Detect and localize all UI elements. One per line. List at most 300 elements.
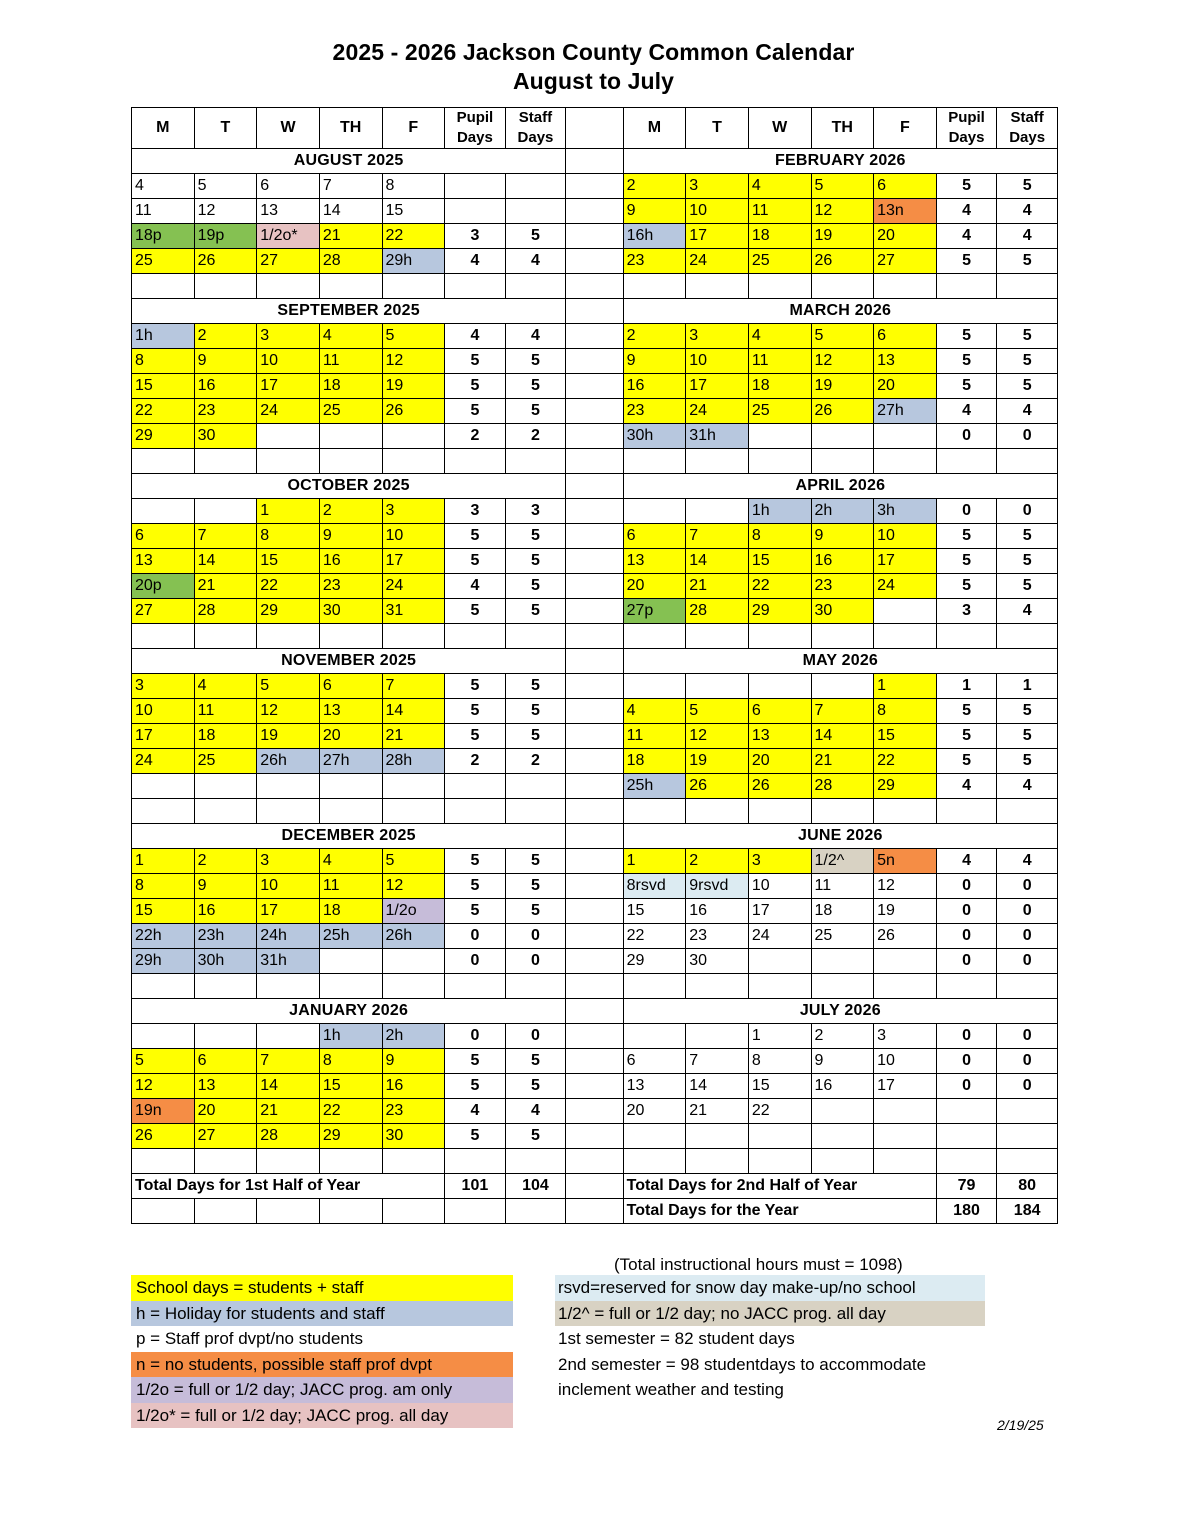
calendar-day-cell[interactable] [874, 274, 937, 299]
calendar-day-cell[interactable]: 28 [811, 774, 874, 799]
calendar-day-cell[interactable]: 24 [686, 249, 749, 274]
calendar-day-cell[interactable] [194, 974, 257, 999]
calendar-day-cell[interactable] [257, 424, 320, 449]
calendar-day-cell[interactable]: 29h [382, 249, 445, 274]
calendar-day-cell[interactable] [874, 974, 937, 999]
calendar-day-cell[interactable]: 18 [319, 899, 382, 924]
calendar-day-cell[interactable]: 20p [132, 574, 195, 599]
calendar-day-cell[interactable] [686, 1149, 749, 1174]
calendar-day-cell[interactable]: 24 [748, 924, 811, 949]
calendar-day-cell[interactable]: 1 [257, 499, 320, 524]
calendar-day-cell[interactable]: 20 [194, 1099, 257, 1124]
calendar-day-cell[interactable]: 16 [623, 374, 686, 399]
calendar-day-cell[interactable] [874, 449, 937, 474]
calendar-day-cell[interactable]: 8 [748, 524, 811, 549]
calendar-day-cell[interactable]: 10 [257, 874, 320, 899]
calendar-day-cell[interactable] [382, 1149, 445, 1174]
calendar-day-cell[interactable]: 19n [132, 1099, 195, 1124]
calendar-day-cell[interactable]: 8 [132, 874, 195, 899]
calendar-day-cell[interactable]: 7 [194, 524, 257, 549]
calendar-day-cell[interactable]: 27h [874, 399, 937, 424]
calendar-day-cell[interactable]: 16 [811, 549, 874, 574]
calendar-day-cell[interactable] [623, 274, 686, 299]
calendar-day-cell[interactable] [132, 1149, 195, 1174]
calendar-day-cell[interactable] [748, 424, 811, 449]
calendar-day-cell[interactable]: 4 [132, 174, 195, 199]
calendar-day-cell[interactable]: 8 [874, 699, 937, 724]
calendar-day-cell[interactable]: 29h [132, 949, 195, 974]
calendar-day-cell[interactable] [132, 1024, 195, 1049]
calendar-day-cell[interactable] [748, 674, 811, 699]
calendar-day-cell[interactable] [382, 799, 445, 824]
calendar-day-cell[interactable]: 27p [623, 599, 686, 624]
calendar-day-cell[interactable] [811, 1149, 874, 1174]
calendar-day-cell[interactable]: 4 [319, 849, 382, 874]
calendar-day-cell[interactable] [686, 1124, 749, 1149]
calendar-day-cell[interactable] [623, 974, 686, 999]
calendar-day-cell[interactable] [874, 599, 937, 624]
calendar-day-cell[interactable]: 24 [382, 574, 445, 599]
calendar-day-cell[interactable]: 19 [874, 899, 937, 924]
calendar-day-cell[interactable] [382, 449, 445, 474]
calendar-day-cell[interactable]: 15 [748, 1074, 811, 1099]
calendar-day-cell[interactable] [382, 949, 445, 974]
calendar-day-cell[interactable]: 5 [811, 174, 874, 199]
calendar-day-cell[interactable]: 14 [382, 699, 445, 724]
calendar-day-cell[interactable]: 7 [811, 699, 874, 724]
calendar-day-cell[interactable]: 2h [382, 1024, 445, 1049]
calendar-day-cell[interactable]: 12 [382, 874, 445, 899]
calendar-day-cell[interactable]: 23 [623, 249, 686, 274]
calendar-day-cell[interactable] [319, 274, 382, 299]
calendar-day-cell[interactable] [623, 449, 686, 474]
calendar-day-cell[interactable]: 4 [194, 674, 257, 699]
calendar-day-cell[interactable]: 16 [194, 899, 257, 924]
calendar-day-cell[interactable]: 30 [811, 599, 874, 624]
calendar-day-cell[interactable]: 26 [874, 924, 937, 949]
calendar-day-cell[interactable] [319, 974, 382, 999]
calendar-day-cell[interactable]: 31 [382, 599, 445, 624]
calendar-day-cell[interactable]: 14 [686, 1074, 749, 1099]
calendar-day-cell[interactable]: 16 [319, 549, 382, 574]
calendar-day-cell[interactable]: 17 [132, 724, 195, 749]
calendar-day-cell[interactable]: 28 [194, 599, 257, 624]
calendar-day-cell[interactable]: 13 [874, 349, 937, 374]
calendar-day-cell[interactable] [257, 774, 320, 799]
calendar-day-cell[interactable]: 11 [748, 199, 811, 224]
calendar-day-cell[interactable] [382, 774, 445, 799]
calendar-day-cell[interactable] [811, 274, 874, 299]
calendar-day-cell[interactable] [194, 499, 257, 524]
calendar-day-cell[interactable]: 9 [623, 199, 686, 224]
calendar-day-cell[interactable] [319, 1149, 382, 1174]
calendar-day-cell[interactable]: 17 [874, 1074, 937, 1099]
calendar-day-cell[interactable]: 27h [319, 749, 382, 774]
calendar-day-cell[interactable]: 11 [811, 874, 874, 899]
calendar-day-cell[interactable]: 11 [748, 349, 811, 374]
calendar-day-cell[interactable] [194, 274, 257, 299]
calendar-day-cell[interactable]: 14 [257, 1074, 320, 1099]
calendar-day-cell[interactable]: 26 [132, 1124, 195, 1149]
calendar-day-cell[interactable]: 19 [811, 224, 874, 249]
calendar-day-cell[interactable] [257, 799, 320, 824]
calendar-day-cell[interactable]: 30 [382, 1124, 445, 1149]
calendar-day-cell[interactable]: 14 [811, 724, 874, 749]
calendar-day-cell[interactable]: 27 [132, 599, 195, 624]
calendar-day-cell[interactable]: 26 [811, 399, 874, 424]
calendar-day-cell[interactable]: 28 [319, 249, 382, 274]
calendar-day-cell[interactable] [811, 624, 874, 649]
calendar-day-cell[interactable]: 25 [748, 249, 811, 274]
calendar-day-cell[interactable]: 22 [748, 574, 811, 599]
calendar-day-cell[interactable] [382, 624, 445, 649]
calendar-day-cell[interactable] [257, 1024, 320, 1049]
calendar-day-cell[interactable] [686, 624, 749, 649]
calendar-day-cell[interactable]: 23h [194, 924, 257, 949]
calendar-day-cell[interactable] [686, 1024, 749, 1049]
calendar-day-cell[interactable]: 9rsvd [686, 874, 749, 899]
calendar-day-cell[interactable]: 26 [194, 249, 257, 274]
calendar-day-cell[interactable]: 2 [194, 324, 257, 349]
calendar-day-cell[interactable]: 10 [686, 199, 749, 224]
calendar-day-cell[interactable]: 10 [748, 874, 811, 899]
calendar-day-cell[interactable] [257, 274, 320, 299]
calendar-day-cell[interactable]: 20 [623, 574, 686, 599]
calendar-day-cell[interactable]: 1 [748, 1024, 811, 1049]
calendar-day-cell[interactable]: 24h [257, 924, 320, 949]
calendar-day-cell[interactable] [748, 799, 811, 824]
calendar-day-cell[interactable]: 11 [319, 874, 382, 899]
calendar-day-cell[interactable] [623, 499, 686, 524]
calendar-day-cell[interactable]: 3 [257, 849, 320, 874]
calendar-day-cell[interactable]: 23 [811, 574, 874, 599]
calendar-day-cell[interactable] [748, 1149, 811, 1174]
calendar-day-cell[interactable]: 1 [623, 849, 686, 874]
calendar-day-cell[interactable] [874, 1124, 937, 1149]
calendar-day-cell[interactable]: 14 [319, 199, 382, 224]
calendar-day-cell[interactable] [748, 949, 811, 974]
calendar-day-cell[interactable]: 29 [257, 599, 320, 624]
calendar-day-cell[interactable] [319, 449, 382, 474]
calendar-day-cell[interactable]: 6 [257, 174, 320, 199]
calendar-day-cell[interactable] [257, 1149, 320, 1174]
calendar-day-cell[interactable] [686, 799, 749, 824]
calendar-day-cell[interactable]: 12 [874, 874, 937, 899]
calendar-day-cell[interactable]: 17 [382, 549, 445, 574]
calendar-day-cell[interactable]: 18 [194, 724, 257, 749]
calendar-day-cell[interactable] [874, 949, 937, 974]
calendar-day-cell[interactable] [811, 799, 874, 824]
calendar-day-cell[interactable]: 5n [874, 849, 937, 874]
calendar-day-cell[interactable]: 15 [257, 549, 320, 574]
calendar-day-cell[interactable] [194, 1024, 257, 1049]
calendar-day-cell[interactable]: 11 [623, 724, 686, 749]
calendar-day-cell[interactable]: 5 [382, 849, 445, 874]
calendar-day-cell[interactable]: 3 [686, 324, 749, 349]
calendar-day-cell[interactable]: 27 [874, 249, 937, 274]
calendar-day-cell[interactable] [686, 674, 749, 699]
calendar-day-cell[interactable]: 22 [257, 574, 320, 599]
calendar-day-cell[interactable]: 21 [686, 1099, 749, 1124]
calendar-day-cell[interactable]: 2 [623, 174, 686, 199]
calendar-day-cell[interactable]: 24 [874, 574, 937, 599]
calendar-day-cell[interactable] [194, 624, 257, 649]
calendar-day-cell[interactable]: 25 [319, 399, 382, 424]
calendar-day-cell[interactable] [257, 449, 320, 474]
calendar-day-cell[interactable]: 5 [257, 674, 320, 699]
calendar-day-cell[interactable]: 6 [319, 674, 382, 699]
calendar-day-cell[interactable]: 25 [811, 924, 874, 949]
calendar-day-cell[interactable] [132, 499, 195, 524]
calendar-day-cell[interactable]: 21 [686, 574, 749, 599]
calendar-day-cell[interactable]: 2 [811, 1024, 874, 1049]
calendar-day-cell[interactable]: 9 [811, 1049, 874, 1074]
calendar-day-cell[interactable]: 4 [319, 324, 382, 349]
calendar-day-cell[interactable]: 17 [748, 899, 811, 924]
calendar-day-cell[interactable]: 3 [382, 499, 445, 524]
calendar-day-cell[interactable]: 3 [748, 849, 811, 874]
calendar-day-cell[interactable] [811, 1124, 874, 1149]
calendar-day-cell[interactable]: 31h [686, 424, 749, 449]
calendar-day-cell[interactable]: 21 [257, 1099, 320, 1124]
calendar-day-cell[interactable]: 12 [194, 199, 257, 224]
calendar-day-cell[interactable] [194, 799, 257, 824]
calendar-day-cell[interactable]: 2 [194, 849, 257, 874]
calendar-day-cell[interactable]: 7 [382, 674, 445, 699]
calendar-day-cell[interactable] [623, 624, 686, 649]
calendar-day-cell[interactable] [319, 799, 382, 824]
calendar-day-cell[interactable]: 19 [686, 749, 749, 774]
calendar-day-cell[interactable]: 30h [194, 949, 257, 974]
calendar-day-cell[interactable]: 15 [623, 899, 686, 924]
calendar-day-cell[interactable]: 11 [194, 699, 257, 724]
calendar-day-cell[interactable] [748, 974, 811, 999]
calendar-day-cell[interactable]: 28 [686, 599, 749, 624]
calendar-day-cell[interactable]: 13 [748, 724, 811, 749]
calendar-day-cell[interactable] [132, 774, 195, 799]
calendar-day-cell[interactable]: 1/2o* [257, 224, 320, 249]
calendar-day-cell[interactable] [194, 1149, 257, 1174]
calendar-day-cell[interactable]: 6 [623, 1049, 686, 1074]
calendar-day-cell[interactable]: 24 [257, 399, 320, 424]
calendar-day-cell[interactable]: 3h [874, 499, 937, 524]
calendar-day-cell[interactable]: 8 [257, 524, 320, 549]
calendar-day-cell[interactable]: 18p [132, 224, 195, 249]
calendar-day-cell[interactable]: 13 [257, 199, 320, 224]
calendar-day-cell[interactable]: 9 [382, 1049, 445, 1074]
calendar-day-cell[interactable]: 12 [811, 199, 874, 224]
calendar-day-cell[interactable] [623, 1024, 686, 1049]
calendar-day-cell[interactable]: 9 [319, 524, 382, 549]
calendar-day-cell[interactable]: 12 [811, 349, 874, 374]
calendar-day-cell[interactable]: 5 [194, 174, 257, 199]
calendar-day-cell[interactable] [382, 274, 445, 299]
calendar-day-cell[interactable]: 23 [319, 574, 382, 599]
calendar-day-cell[interactable]: 13 [623, 1074, 686, 1099]
calendar-day-cell[interactable]: 16h [623, 224, 686, 249]
calendar-day-cell[interactable] [623, 1124, 686, 1149]
calendar-day-cell[interactable]: 28 [257, 1124, 320, 1149]
calendar-day-cell[interactable] [194, 774, 257, 799]
calendar-day-cell[interactable]: 28h [382, 749, 445, 774]
calendar-day-cell[interactable]: 9 [811, 524, 874, 549]
calendar-day-cell[interactable]: 6 [874, 174, 937, 199]
calendar-day-cell[interactable] [132, 274, 195, 299]
calendar-day-cell[interactable]: 20 [874, 374, 937, 399]
calendar-day-cell[interactable]: 6 [748, 699, 811, 724]
calendar-day-cell[interactable] [623, 674, 686, 699]
calendar-day-cell[interactable] [811, 949, 874, 974]
calendar-day-cell[interactable]: 8 [382, 174, 445, 199]
calendar-day-cell[interactable]: 10 [257, 349, 320, 374]
calendar-day-cell[interactable]: 13 [132, 549, 195, 574]
calendar-day-cell[interactable] [811, 449, 874, 474]
calendar-day-cell[interactable]: 1h [748, 499, 811, 524]
calendar-day-cell[interactable] [748, 449, 811, 474]
calendar-day-cell[interactable]: 12 [382, 349, 445, 374]
calendar-day-cell[interactable]: 10 [874, 1049, 937, 1074]
calendar-day-cell[interactable]: 7 [257, 1049, 320, 1074]
calendar-day-cell[interactable] [748, 1124, 811, 1149]
calendar-day-cell[interactable]: 16 [194, 374, 257, 399]
calendar-day-cell[interactable]: 11 [319, 349, 382, 374]
calendar-day-cell[interactable]: 29 [874, 774, 937, 799]
calendar-day-cell[interactable]: 8rsvd [623, 874, 686, 899]
calendar-day-cell[interactable]: 22 [623, 924, 686, 949]
calendar-day-cell[interactable]: 18 [319, 374, 382, 399]
calendar-day-cell[interactable]: 19p [194, 224, 257, 249]
calendar-day-cell[interactable]: 30 [194, 424, 257, 449]
calendar-day-cell[interactable] [194, 449, 257, 474]
calendar-day-cell[interactable]: 20 [874, 224, 937, 249]
calendar-day-cell[interactable]: 4 [623, 699, 686, 724]
calendar-day-cell[interactable] [257, 974, 320, 999]
calendar-day-cell[interactable]: 26h [257, 749, 320, 774]
calendar-day-cell[interactable]: 18 [623, 749, 686, 774]
calendar-day-cell[interactable]: 29 [132, 424, 195, 449]
calendar-day-cell[interactable] [319, 424, 382, 449]
calendar-day-cell[interactable] [382, 974, 445, 999]
calendar-day-cell[interactable] [686, 449, 749, 474]
calendar-day-cell[interactable]: 2 [319, 499, 382, 524]
calendar-day-cell[interactable] [686, 274, 749, 299]
calendar-day-cell[interactable]: 18 [748, 374, 811, 399]
calendar-day-cell[interactable]: 6 [132, 524, 195, 549]
calendar-day-cell[interactable]: 8 [132, 349, 195, 374]
calendar-day-cell[interactable]: 22 [874, 749, 937, 774]
calendar-day-cell[interactable]: 10 [382, 524, 445, 549]
calendar-day-cell[interactable]: 4 [748, 324, 811, 349]
calendar-day-cell[interactable]: 22 [319, 1099, 382, 1124]
calendar-day-cell[interactable]: 25h [623, 774, 686, 799]
calendar-day-cell[interactable]: 16 [382, 1074, 445, 1099]
calendar-day-cell[interactable]: 15 [748, 549, 811, 574]
calendar-day-cell[interactable] [132, 449, 195, 474]
calendar-day-cell[interactable]: 29 [623, 949, 686, 974]
calendar-day-cell[interactable]: 5 [382, 324, 445, 349]
calendar-day-cell[interactable]: 27 [257, 249, 320, 274]
calendar-day-cell[interactable] [811, 424, 874, 449]
calendar-day-cell[interactable]: 26 [686, 774, 749, 799]
calendar-day-cell[interactable]: 24 [132, 749, 195, 774]
calendar-day-cell[interactable]: 1/2o [382, 899, 445, 924]
calendar-day-cell[interactable]: 6 [623, 524, 686, 549]
calendar-day-cell[interactable] [132, 624, 195, 649]
calendar-day-cell[interactable]: 26h [382, 924, 445, 949]
calendar-day-cell[interactable]: 2 [686, 849, 749, 874]
calendar-day-cell[interactable]: 17 [257, 899, 320, 924]
calendar-day-cell[interactable]: 5 [132, 1049, 195, 1074]
calendar-day-cell[interactable]: 16 [686, 899, 749, 924]
calendar-day-cell[interactable]: 23 [194, 399, 257, 424]
calendar-day-cell[interactable]: 22 [382, 224, 445, 249]
calendar-day-cell[interactable]: 18 [748, 224, 811, 249]
calendar-day-cell[interactable] [132, 799, 195, 824]
calendar-day-cell[interactable]: 3 [874, 1024, 937, 1049]
calendar-day-cell[interactable]: 13n [874, 199, 937, 224]
calendar-day-cell[interactable]: 8 [748, 1049, 811, 1074]
calendar-day-cell[interactable]: 20 [748, 749, 811, 774]
calendar-day-cell[interactable]: 3 [257, 324, 320, 349]
calendar-day-cell[interactable]: 8 [319, 1049, 382, 1074]
calendar-day-cell[interactable]: 22 [132, 399, 195, 424]
calendar-day-cell[interactable] [874, 1099, 937, 1124]
calendar-day-cell[interactable]: 23 [623, 399, 686, 424]
calendar-day-cell[interactable] [623, 1149, 686, 1174]
calendar-day-cell[interactable]: 6 [194, 1049, 257, 1074]
calendar-day-cell[interactable] [319, 624, 382, 649]
calendar-day-cell[interactable]: 30h [623, 424, 686, 449]
calendar-day-cell[interactable]: 29 [748, 599, 811, 624]
calendar-day-cell[interactable]: 23 [686, 924, 749, 949]
calendar-day-cell[interactable]: 29 [319, 1124, 382, 1149]
calendar-day-cell[interactable]: 12 [132, 1074, 195, 1099]
calendar-day-cell[interactable]: 23 [382, 1099, 445, 1124]
calendar-day-cell[interactable]: 21 [319, 224, 382, 249]
calendar-day-cell[interactable]: 13 [319, 699, 382, 724]
calendar-day-cell[interactable]: 10 [874, 524, 937, 549]
calendar-day-cell[interactable]: 15 [382, 199, 445, 224]
calendar-day-cell[interactable]: 6 [874, 324, 937, 349]
calendar-day-cell[interactable]: 9 [194, 874, 257, 899]
calendar-day-cell[interactable] [874, 424, 937, 449]
calendar-day-cell[interactable]: 10 [132, 699, 195, 724]
calendar-day-cell[interactable]: 25 [194, 749, 257, 774]
calendar-day-cell[interactable]: 26 [811, 249, 874, 274]
calendar-day-cell[interactable] [748, 624, 811, 649]
calendar-day-cell[interactable]: 7 [319, 174, 382, 199]
calendar-day-cell[interactable]: 1 [132, 849, 195, 874]
calendar-day-cell[interactable]: 22h [132, 924, 195, 949]
calendar-day-cell[interactable] [623, 799, 686, 824]
calendar-day-cell[interactable]: 30 [686, 949, 749, 974]
calendar-day-cell[interactable]: 21 [811, 749, 874, 774]
calendar-day-cell[interactable]: 19 [811, 374, 874, 399]
calendar-day-cell[interactable]: 25 [748, 399, 811, 424]
calendar-day-cell[interactable] [686, 499, 749, 524]
calendar-day-cell[interactable]: 27 [194, 1124, 257, 1149]
calendar-day-cell[interactable] [874, 624, 937, 649]
calendar-day-cell[interactable]: 2 [623, 324, 686, 349]
calendar-day-cell[interactable]: 12 [257, 699, 320, 724]
calendar-day-cell[interactable] [257, 624, 320, 649]
calendar-day-cell[interactable]: 17 [686, 224, 749, 249]
calendar-day-cell[interactable]: 11 [132, 199, 195, 224]
calendar-day-cell[interactable]: 20 [319, 724, 382, 749]
calendar-day-cell[interactable]: 14 [194, 549, 257, 574]
calendar-day-cell[interactable]: 19 [382, 374, 445, 399]
calendar-day-cell[interactable]: 3 [132, 674, 195, 699]
